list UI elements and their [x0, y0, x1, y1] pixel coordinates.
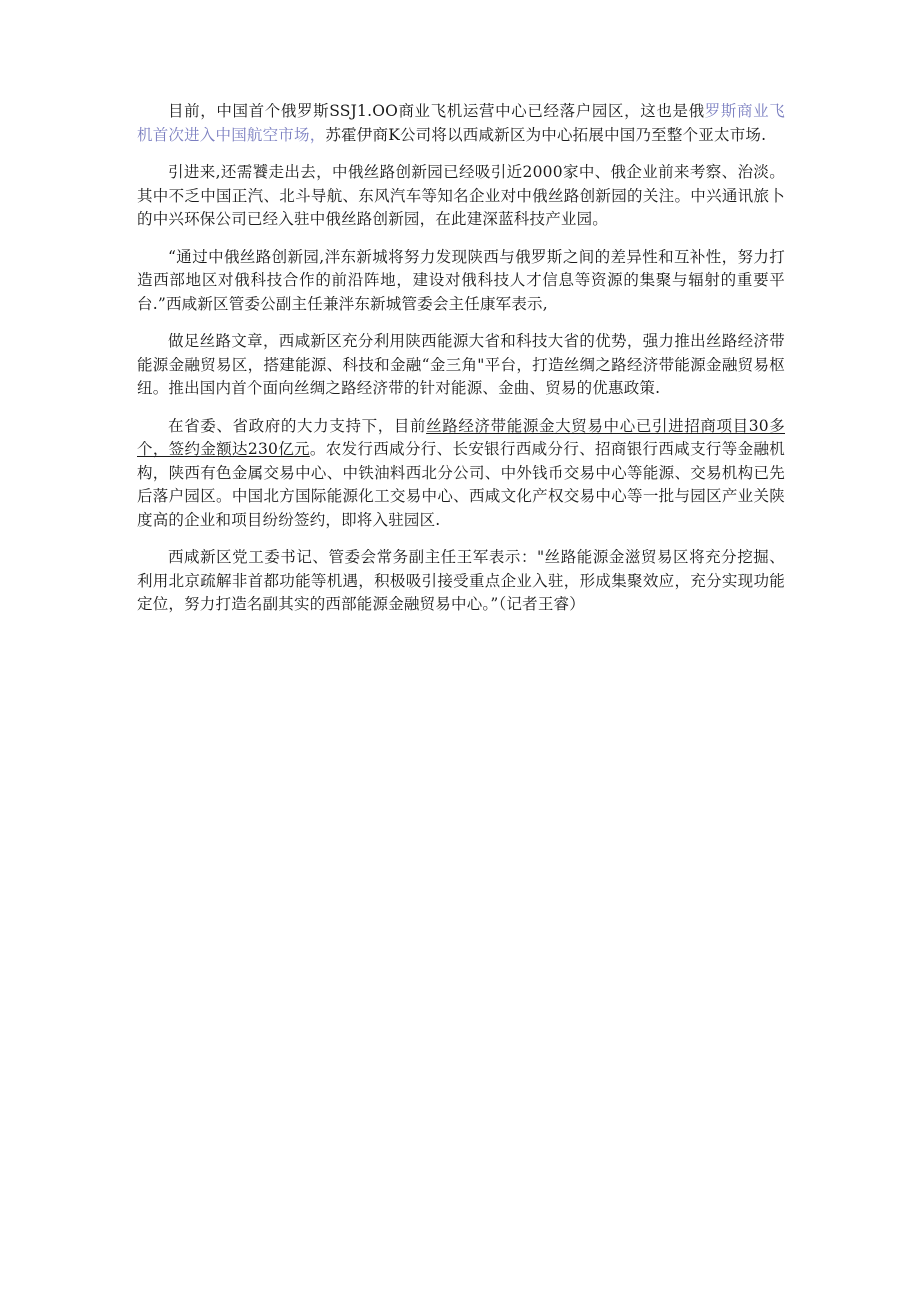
paragraph-5-text-a: 在省委、省政府的大力支持下，目前: [168, 416, 427, 435]
paragraph-1: [137, 100, 785, 147]
paragraph-2: 引进来,还需饕走出去，中俄丝路创新园已经吸引近2000家中、俄企业前来考察、治淡。其中不乏中国正汽、北斗导航、东风汽车等知名企业对中俄丝路创新园的关注。中兴通讯旅卜的中兴环保公司已经入驻中俄丝路创新园，在此建深蓝科技产业园。: [137, 163, 785, 228]
paragraph-1-text-b: 苏霍伊商K公司将以西咸新区为中心拓展中国乃至整个亚太市场.: [325, 125, 767, 144]
paragraph-3: “通过中俄丝路创新园,泮东新城将努力发现陕西与俄罗斯之间的差异性和互补性，努力打造西部地区对俄科技合作的前沿阵地，建设对俄科技人才信息等资源的集聚与辐射的重要平台.”西咸新区管委公副主任兼泮东新城管委会主任康军表示,: [137, 247, 785, 313]
paragraph-5: [137, 415, 785, 533]
paragraph-5-underlined-text: 丝路经济带能源金大贸易中心已引进招商项目30多个，签约金额达230亿元: [137, 416, 785, 458]
paragraph-4: 做足丝路文章，西咸新区充分利用陕西能源大省和科技大省的优势，强力推出丝路经济带能源金融贸易区，搭建能源、科技和金融“金三角"平台，打造丝绸之路经济带能源金融贸易枢纽。推出国内首个面向丝绸之路经济带的针对能源、金曲、贸易的优惠政策.: [137, 332, 785, 397]
article-body: [137, 100, 785, 631]
paragraph-5-text-b: 。农发行西咸分行、长安银行西咸分行、招商银行西咸支行等金融机构，陕西有色金属交易中心、中铁油料西北分公司、中外钱币交易中心等能源、交易机构已先后落户园区。中国北方国际能源化工交易中心、西咸文化产权交易中心等一批与园区产业关陕度高的企业和项目纷纷签约，即将入驻园区.: [137, 440, 785, 529]
paragraph-1-text-a: 目前，中国首个俄罗斯SSJ1.OO商业飞机运营中心已经落户园区，这也是俄: [168, 102, 705, 120]
paragraph-1-link[interactable]: 罗斯商业飞机首次进入中国航空市场，: [137, 102, 785, 144]
paragraph-6: 西咸新区党工委书记、管委会常务副主任王军表示："丝路能源金滋贸易区将充分挖掘、利用北京疏解非首都功能等机遇，积极吸引接受重点企业入驻，形成集聚效应，充分实现功能定位，努力打造名副其实的西部能源金融贸易中心。”（记者王睿）: [137, 548, 785, 613]
